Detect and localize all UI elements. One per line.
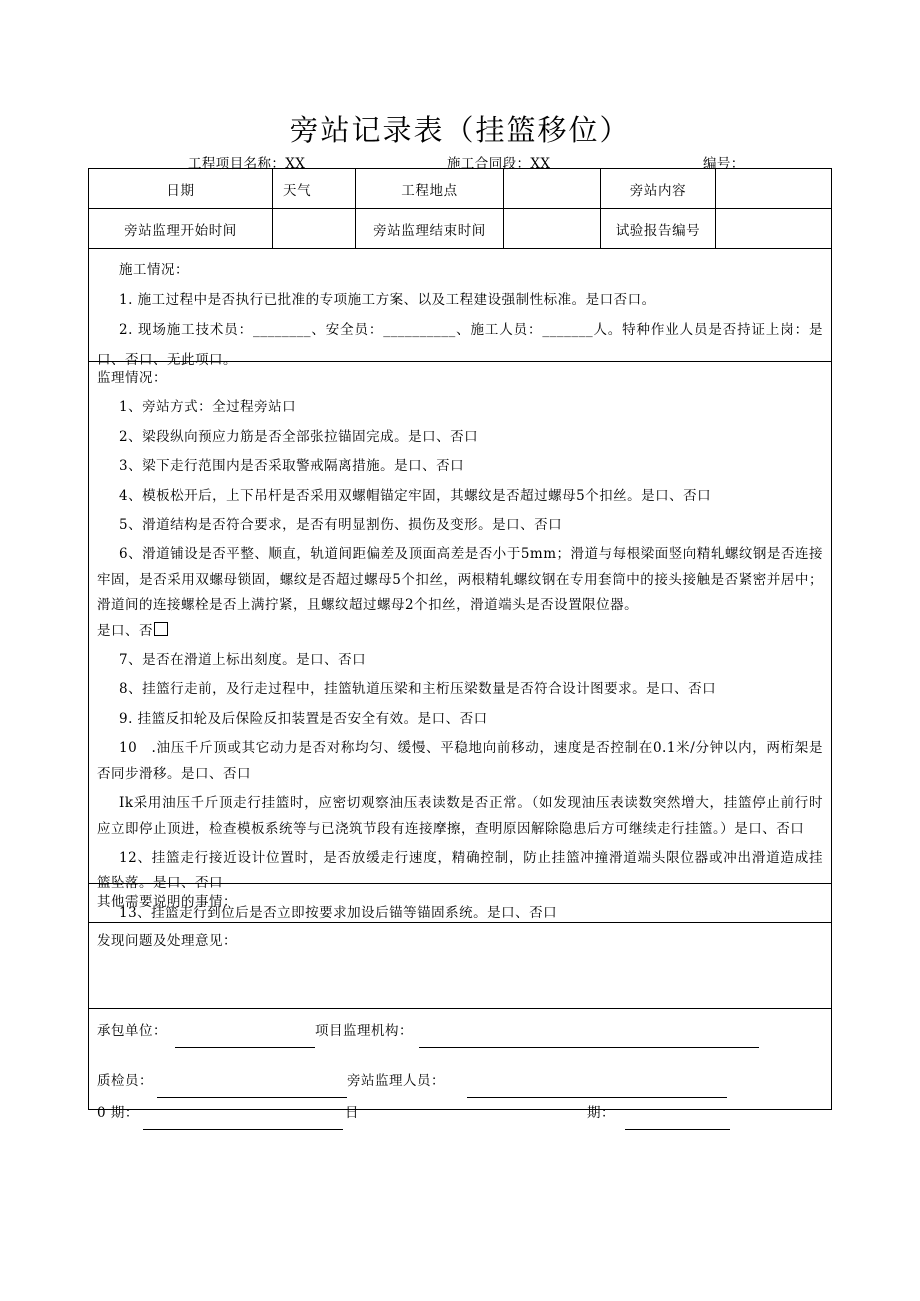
- supervision-item: 4、模板松开后，上下吊杆是否采用双螺帽锚定牢固，其螺纹是否超过螺母5个扣丝。是口、否口: [119, 487, 712, 504]
- construction-item: 1. 施工过程中是否执行已批准的专项施工方案、以及工程建设强制性标准。是口否口。: [119, 292, 656, 308]
- supervision-item: 10 .油压千斤顶或其它动力是否对称均匀、缓慢、平稳地向前移动，速度是否控制在0.1米/分钟以内，两桁架是否同步滑移。是口、否口: [97, 740, 823, 782]
- content-label: 旁站内容: [601, 169, 716, 208]
- project-name-label: 工程项目名称：XX: [188, 156, 306, 172]
- table-row: [89, 209, 831, 249]
- supervision-item: 1、旁站方式：全过程旁站口: [119, 399, 297, 416]
- location-label: 工程地点: [356, 169, 504, 208]
- contract-section-label: 施工合同段：XX: [447, 156, 551, 172]
- contractor-input[interactable]: [175, 1033, 315, 1048]
- checkbox-icon[interactable]: [154, 622, 168, 636]
- supervision-item: 2、梁段纵向预应力筋是否全部张拉锚固完成。是口、否口: [119, 428, 479, 445]
- supervisor-org-label: 项目监理机构：: [315, 1023, 413, 1039]
- date-label-right: 期：: [587, 1105, 615, 1121]
- supervision-item-continuation: 是口、否: [97, 622, 153, 639]
- date-label-left: 0 期：: [97, 1105, 139, 1121]
- supervisor-org-input[interactable]: [419, 1033, 759, 1048]
- date-label: 日期: [89, 169, 273, 208]
- supervision-item: 5、滑道结构是否符合要求，是否有明显割伤、损伤及变形。是口、否口: [119, 517, 563, 534]
- record-table: [88, 168, 832, 1121]
- report-no-label: 试验报告编号: [601, 209, 716, 248]
- signature-section: [89, 1009, 831, 1121]
- construction-section: [89, 249, 831, 368]
- report-no-value[interactable]: [716, 209, 833, 248]
- date-input-left[interactable]: [143, 1115, 343, 1130]
- supervision-item: 13、挂篮走行到位后是否立即按要求加设后锚等锚固系统。是口、否口: [119, 904, 558, 921]
- construction-item: 2. 现场施工技术员：________、安全员：__________、施工人员：_______人。特种作业人员是否持证上岗：是口、否口、无此项口。: [97, 322, 823, 368]
- construction-heading: 施工情况：: [119, 262, 189, 278]
- signature-row-dates: [97, 1101, 823, 1131]
- site-supervisor-input[interactable]: [467, 1083, 727, 1098]
- supervision-item: 3、梁下走行范围内是否采取警戒隔离措施。是口、否口: [119, 458, 465, 475]
- inspector-input[interactable]: [157, 1083, 347, 1098]
- signature-row-organizations: [97, 1019, 823, 1049]
- site-supervisor-label: 旁站监理人员：: [347, 1073, 445, 1089]
- serial-number-label: 编号：: [703, 156, 745, 172]
- issues-section: [89, 923, 831, 1009]
- supervision-item: 7、是否在滑道上标出刻度。是口、否口: [119, 652, 367, 669]
- table-row: [89, 169, 831, 209]
- supervision-heading: 监理情况：: [97, 370, 167, 386]
- supervision-item: 8、挂篮行走前，及行走过程中，挂篮轨道压梁和主桁压梁数量是否符合设计图要求。是口、否口: [119, 681, 717, 698]
- supervision-item: 9. 挂篮反扣轮及后保险反扣装置是否安全有效。是口、否口: [119, 710, 488, 727]
- contractor-label: 承包单位：: [97, 1023, 167, 1039]
- date-input-right[interactable]: [625, 1115, 730, 1130]
- issues-heading: 发现问题及处理意见：: [97, 933, 237, 949]
- supervision-item: Ik采用油压千斤顶走行挂篮时，应密切观察油压表读数是否正常。（如发现油压表读数突然增大，挂篮停止前行时应立即停止顶进，检查模板系统等与已浇筑节段有连接摩擦，查明原因解除隐患后方可继续走行挂篮。）是口、否口: [97, 795, 823, 837]
- date-suffix-left: 日: [345, 1105, 359, 1121]
- location-value[interactable]: [504, 169, 601, 208]
- supervision-item: 12、挂篮走行接近设计位置时，是否放缓走行速度，精确控制，防止挂篮冲撞滑道端头限位器或冲出滑道造成挂篮坠落。是口、否口: [97, 849, 823, 892]
- weather-label: 天气: [273, 169, 356, 208]
- start-time-label: 旁站监理开始时间: [89, 209, 273, 248]
- start-time-value[interactable]: [273, 209, 356, 248]
- supervision-item: 6、滑道铺设是否平整、顺直，轨道间距偏差及顶面高差是否小于5mm；滑道与每根梁面竖向精轧螺纹钢是否连接牢固，是否采用双螺母锁固，螺纹是否超过螺母5个扣丝，两根精轧螺纹钢在专用套筒中的接头接触是否紧密并居中；滑道间的连接螺栓是否上满拧紧，且螺纹超过螺母2个扣丝，滑道端头是否设置限位器。: [97, 546, 823, 614]
- other-notes-heading: 其他需要说明的事情：: [97, 894, 237, 910]
- inspector-label: 质检员：: [97, 1073, 153, 1089]
- page-title: 旁站记录表（挂篮移位）: [289, 113, 631, 147]
- end-time-label: 旁站监理结束时间: [356, 209, 504, 248]
- end-time-value[interactable]: [504, 209, 601, 248]
- other-notes-section: [89, 884, 831, 923]
- content-value[interactable]: [716, 169, 833, 208]
- signature-row-persons: [97, 1069, 823, 1099]
